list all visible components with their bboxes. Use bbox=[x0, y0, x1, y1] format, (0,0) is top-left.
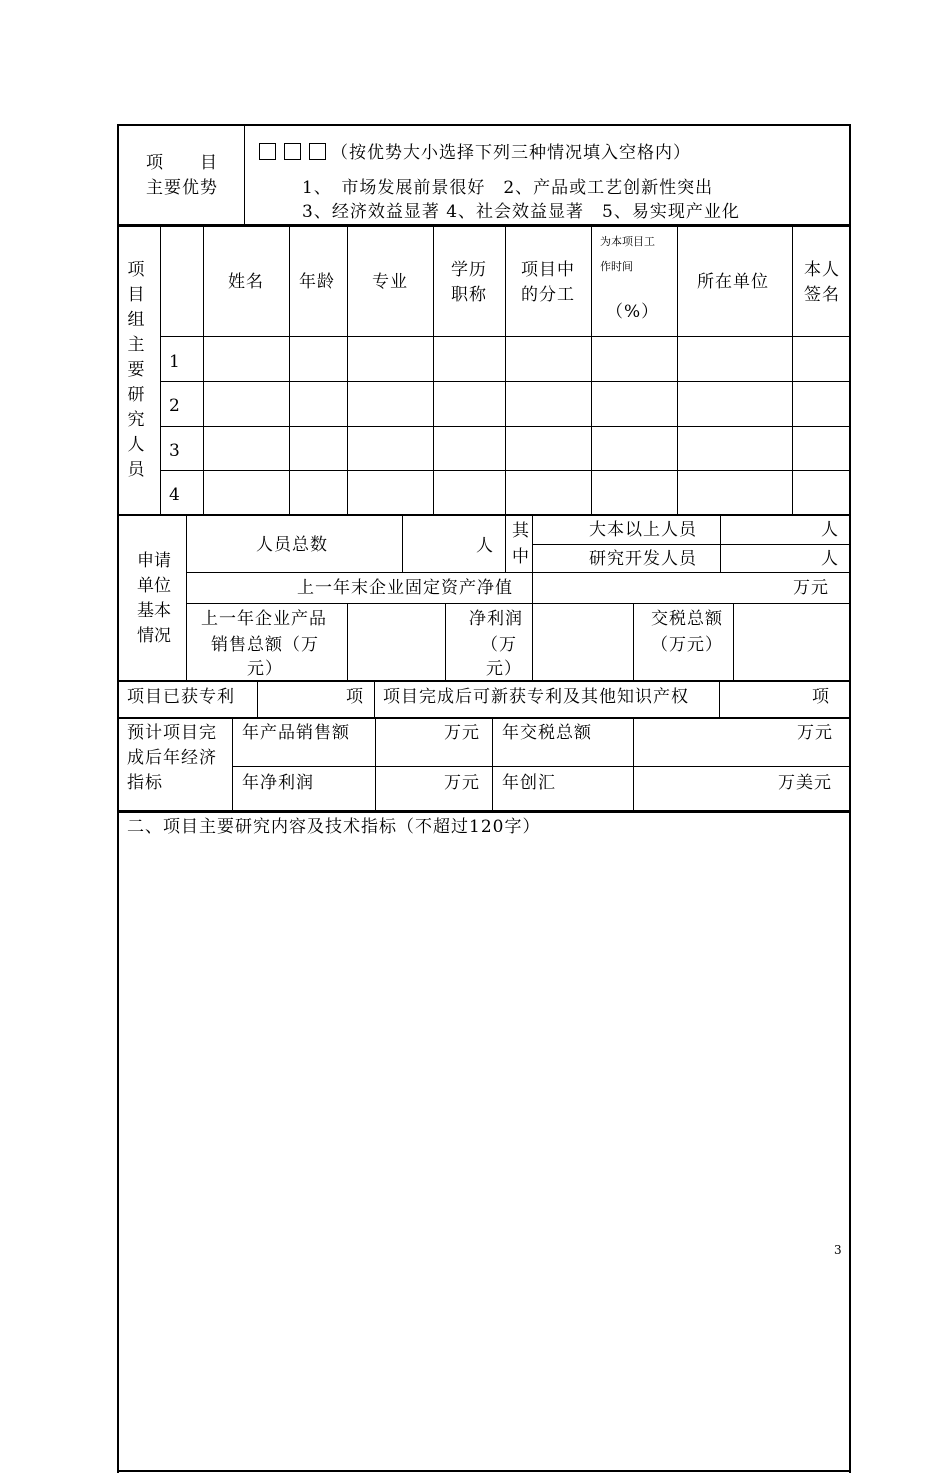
forecast-label-line2: 成后年经济 bbox=[127, 748, 217, 768]
advantages-options-line2: 3、经济效益显著 4、社会效益显著 5、易实现产业化 bbox=[302, 202, 740, 222]
among-label-line1: 其 bbox=[512, 521, 530, 541]
net-profit-forecast-unit: 万元 bbox=[444, 773, 480, 793]
col-header-edu-line1: 学历 bbox=[451, 260, 487, 280]
sales-label-line1: 上一年企业产品 bbox=[201, 609, 327, 629]
col-header-role-line1: 项目中 bbox=[521, 260, 575, 280]
fixed-assets-label: 上一年末企业固定资产净值 bbox=[297, 578, 513, 598]
net-profit-line1: 净利润 bbox=[469, 609, 523, 629]
unit-info-side-label: 申请 单位 基本 情况 bbox=[137, 551, 171, 646]
col-header-sign-line1: 本人 bbox=[804, 260, 840, 280]
annual-sales-unit: 万元 bbox=[444, 723, 480, 743]
col-header-unit: 所在单位 bbox=[697, 272, 769, 292]
col-header-role-line2: 的分工 bbox=[521, 285, 575, 305]
net-profit-line2: （万 bbox=[481, 635, 517, 655]
net-profit-forecast-label: 年净利润 bbox=[242, 773, 314, 793]
new-ip-label: 项目完成后可新获专利及其他知识产权 bbox=[383, 687, 689, 707]
patents-obtained-unit: 项 bbox=[346, 687, 364, 707]
annual-tax-unit: 万元 bbox=[797, 723, 833, 743]
sales-label-line2: 销售总额（万 bbox=[211, 635, 319, 655]
annual-tax-label: 年交税总额 bbox=[502, 723, 592, 743]
section2-content-area[interactable] bbox=[119, 843, 849, 1469]
fixed-assets-unit: 万元 bbox=[793, 578, 829, 598]
forecast-label-line1: 预计项目完 bbox=[127, 723, 217, 743]
col-header-time-line1: 为本项目工 bbox=[600, 235, 655, 248]
staff-side-label: 项 目 组 主 要 研 究 人 员 bbox=[127, 260, 145, 480]
advantages-options-line1: 1、 市场发展前景很好 2、产品或工艺创新性突出 bbox=[302, 178, 714, 198]
col-header-major: 专业 bbox=[372, 272, 408, 292]
col-header-name: 姓名 bbox=[228, 272, 264, 292]
staff-row-number: 4 bbox=[169, 485, 181, 505]
college-staff-unit: 人 bbox=[821, 520, 839, 540]
rnd-staff-unit: 人 bbox=[821, 549, 839, 569]
sales-label-line3: 元） bbox=[247, 659, 283, 679]
section2-title: 二、项目主要研究内容及技术指标（不超过120字） bbox=[127, 817, 541, 837]
advantages-instruction: （按优势大小选择下列三种情况填入空格内） bbox=[331, 143, 691, 163]
col-header-edu-line2: 职称 bbox=[451, 285, 487, 305]
college-staff-label: 大本以上人员 bbox=[589, 520, 697, 540]
total-staff-unit: 人 bbox=[476, 536, 494, 556]
col-header-time-line2: 作时间 bbox=[600, 260, 633, 273]
page-number: 3 bbox=[834, 1243, 842, 1257]
tax-total-line2: （万元） bbox=[651, 635, 723, 655]
col-header-age: 年龄 bbox=[299, 272, 335, 292]
advantages-label-line1: 项 目 bbox=[146, 153, 218, 173]
ranking-box-2[interactable] bbox=[284, 143, 301, 160]
col-header-sign-line2: 签名 bbox=[804, 285, 840, 305]
rnd-staff-label: 研究开发人员 bbox=[589, 549, 697, 569]
ranking-box-1[interactable] bbox=[259, 143, 276, 160]
net-profit-line3: 元） bbox=[486, 659, 522, 679]
tax-total-line1: 交税总额 bbox=[651, 609, 723, 629]
forex-unit: 万美元 bbox=[778, 773, 832, 793]
ranking-box-3[interactable] bbox=[309, 143, 326, 160]
forex-label: 年创汇 bbox=[502, 773, 556, 793]
new-ip-unit: 项 bbox=[812, 687, 830, 707]
forecast-label-line3: 指标 bbox=[127, 773, 163, 793]
staff-row-number: 2 bbox=[169, 396, 181, 416]
staff-row-number: 3 bbox=[169, 441, 181, 461]
patents-obtained-label: 项目已获专利 bbox=[127, 687, 235, 707]
annual-sales-label: 年产品销售额 bbox=[242, 723, 350, 743]
advantages-label-line2: 主要优势 bbox=[146, 178, 218, 198]
col-header-time-percent: （%） bbox=[606, 302, 660, 322]
among-label-line2: 中 bbox=[512, 547, 530, 567]
total-staff-label: 人员总数 bbox=[256, 535, 328, 555]
staff-row-number: 1 bbox=[169, 352, 181, 372]
